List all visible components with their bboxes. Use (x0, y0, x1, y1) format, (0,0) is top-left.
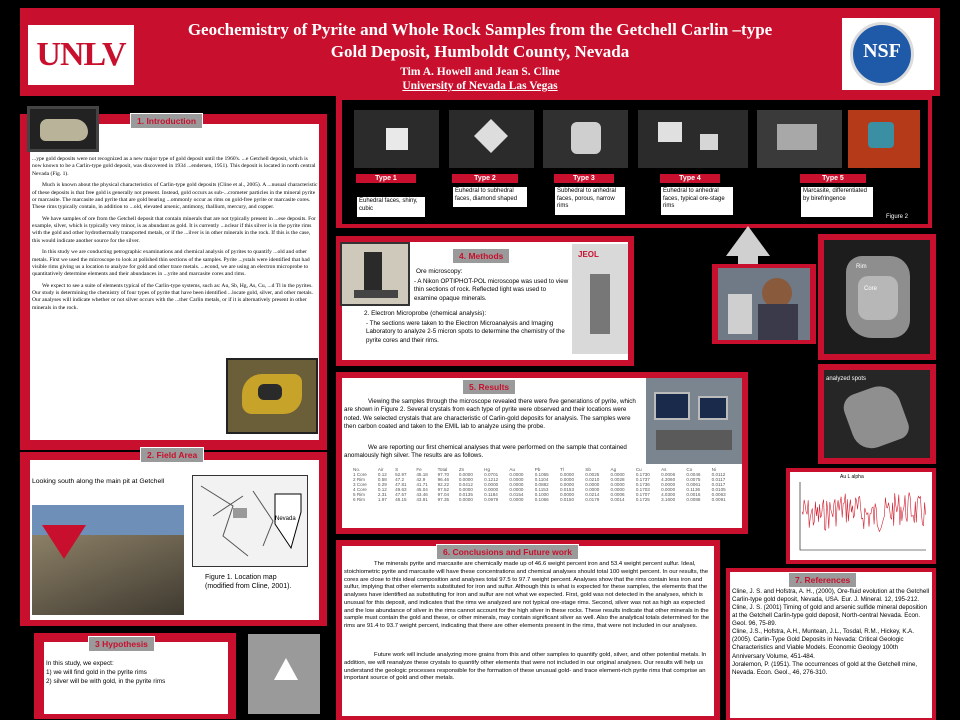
table-cell: 0.1136 (686, 487, 701, 492)
table-header-cell: Total (437, 467, 448, 472)
hypothesis-heading: 3 Hypothesis (88, 636, 155, 652)
table-cell: 0.0117 (711, 482, 726, 487)
table-cell: 0.0412 (458, 482, 473, 487)
up-arrow-icon (726, 226, 770, 256)
spectrum-trace (802, 492, 926, 531)
poster-title (120, 19, 840, 63)
table-cell: 0.0000 (559, 477, 575, 482)
microscope-photo (340, 242, 410, 306)
table-cell: 0.0000 (484, 482, 499, 487)
table-cell: 97.52 (437, 487, 450, 492)
spectrum-title: Au L alpha (840, 474, 864, 480)
nsf-logo (842, 18, 934, 90)
location-map (192, 475, 308, 567)
core-label: Core (864, 286, 878, 292)
table-cell: 0.0025 (585, 472, 600, 477)
table-cell: 0.1730 (635, 472, 650, 477)
table-header-cell: As (661, 467, 667, 472)
methods-ore-text: - A Nikon OPTIPHOT-POL microscope was used to view thin sections of rock. Reflected light was used to examine opaque minerals. (414, 278, 569, 302)
results-p2: We are reporting our first chemical analyses that were performed on the sample that contained anomalously high silver. The results are as follows. (344, 444, 627, 460)
references-heading: 7. References (788, 572, 857, 588)
spectrum-svg (790, 472, 932, 560)
unlv-logo (28, 25, 134, 85)
table-cell: 0.0061 (686, 482, 701, 487)
table-cell: 0.1725 (635, 497, 650, 502)
conclusions-heading: 6. Conclusions and Future work (436, 544, 579, 560)
table-cell: 0.1184 (484, 492, 498, 497)
table-cell: 0.0028 (610, 477, 625, 482)
type1-tag: Type 1 (356, 174, 416, 183)
pyrite-type2-photo (449, 110, 534, 168)
table-header-cell: Sb (585, 467, 591, 472)
table-cell: 47.57 (395, 492, 407, 497)
table-cell: 0.1703 (635, 487, 650, 492)
table-cell: 0.0006 (661, 472, 676, 477)
table-cell: 0.0112 (711, 472, 726, 477)
title-line-1: Geochemistry of Pyrite and Whole Rock Samples from the Getchell Carlin –type (187, 20, 773, 39)
title-line-2: Gold Deposit, Humboldt County, Nevada (330, 42, 630, 61)
table-cell: 0.0000 (509, 487, 524, 492)
person-microscope-photo (718, 268, 810, 340)
table-header-cell: Tl (559, 467, 564, 472)
table-cell: 0.0000 (559, 472, 575, 477)
table-cell: 2 Rim (353, 477, 365, 482)
intro-text (32, 156, 318, 362)
table-header-cell: S (395, 467, 399, 472)
table-row (352, 497, 736, 502)
table-cell: 0.12 (377, 472, 387, 477)
table-cell: 3.1600 (661, 497, 676, 502)
table-cell: 4.3060 (661, 477, 676, 482)
table-cell: 0.1065 (534, 472, 549, 477)
table-header-cell: Zn (458, 467, 465, 472)
table-cell: 0.0000 (610, 472, 625, 477)
table-cell: 0.0150 (559, 497, 575, 502)
table-cell: 97.35 (437, 497, 450, 502)
type4-desc: Euhedral to anhedral faces, typical ore-stage rims (660, 186, 734, 216)
location-map-svg (193, 476, 309, 568)
table-cell: 0.1104 (534, 477, 549, 482)
hypothesis-item-1: 1) we will find gold in the pyrite rims (46, 668, 147, 676)
figure2-label: Figure 2 (886, 214, 909, 220)
intro-p4: In this study we are conducting petrographic examinations and chemical analysis of pyrites to quantify ...old and other metals. First we used the microscope to look at polished thin sections of the samples. Pyrite ...ystals were identified that had visible rims giving us a location to analyze for gold and other trace metals. ...econd, we are using an electron microprobe to quantitatively determine elements and their abundances in ...yrite and marcasite cores and rims. (32, 249, 310, 278)
table-cell: 4 Core (353, 487, 367, 492)
methods-ore-label: Ore microscopy: (416, 268, 463, 275)
table-cell: 97.70 (437, 472, 450, 477)
map-label-nevada: Nevada (275, 516, 296, 522)
table-cell: 45.18 (416, 472, 428, 477)
table-cell: 3 Core (353, 482, 367, 487)
table-cell: 0.0179 (585, 497, 600, 502)
type1-desc: Euhedral faces, shiny, cubic (356, 196, 426, 218)
lab-computer-photo (646, 378, 742, 464)
table-cell: 1 Core (353, 472, 367, 477)
table-header-cell: Air (377, 467, 384, 472)
table-cell: 96.46 (437, 477, 450, 482)
table-cell: 0.0000 (458, 497, 473, 502)
rim-label: Rim (856, 264, 867, 270)
type5-desc: Marcasite, differentiated by birefringence (800, 186, 874, 218)
table-cell: 0.0979 (484, 497, 499, 502)
table-header-cell: Au (509, 467, 516, 472)
table-cell: 45.04 (416, 487, 428, 492)
table-cell: 0.0000 (458, 477, 473, 482)
table-cell: 0.0000 (509, 497, 524, 502)
table-cell: 0.0088 (686, 497, 701, 502)
table-cell: 0.0000 (509, 482, 524, 487)
table-cell: 0.0000 (585, 482, 600, 487)
conclusions-p2: Future work will include analyzing more grains from this and other samples to quantify gold, silver, and other potential metals. In addition, we will reanalyze these crystals to quantify other elements that were not included in our original analyses. Our results will help us understand the geologic processes responsible for the formation of these unusual gold- and trace element-rich pyrite rims that comprise an important source of gold and other metals. (344, 652, 707, 682)
type3-tag: Type 3 (554, 174, 614, 183)
table-cell: 0.0882 (534, 482, 549, 487)
table-cell: 0.0214 (585, 492, 600, 497)
table-cell: 0.0016 (686, 492, 701, 497)
intro-p2: Much is known about the physical characteristics of Carlin-type gold deposits (Cline et al., 2005). A ...nusual characteristic of these deposits is that free gold is generally not present. Instead, gold occurs as sub-...crometer particles in the mineral pyrite or marcasite. The marcasite and pyrite that are gold bearing ...ommonly occur as rims on gold-free pyrite or marcasite cores. These rims typically contain, in addition to ...old, elevated arsenic, antimony, thallium, mercury, and copper. (32, 182, 318, 211)
table-cell: 0.0000 (661, 482, 676, 487)
table-cell: 41.71 (416, 482, 428, 487)
table-cell: 0.0000 (610, 487, 625, 492)
table-cell: 0.0117 (711, 477, 726, 482)
table-cell: 97.04 (437, 492, 450, 497)
table-header-cell: Co (686, 467, 693, 472)
methods-probe-label: 2. Electron Microprobe (chemical analysis): (364, 310, 487, 317)
table-cell: 0.0000 (585, 487, 600, 492)
table-cell: 0.0000 (559, 492, 575, 497)
table-cell: 43.91 (416, 497, 428, 502)
table-cell: 0.1000 (534, 492, 549, 497)
table-cell: 0.0000 (458, 472, 473, 477)
authors: Tim A. Howell and Jean S. Cline (400, 66, 560, 78)
table-header-cell: Hg (484, 467, 490, 472)
reference-item: Cline, J. S. and Hofstra, A. H., (2000), Ore-fluid evolution at the Getchell Carlin-type gold deposit, Nevada, USA. Eur. J. Mineral. 12, 195-212. (732, 588, 930, 604)
reference-item: Joralemon, P. (1951). The occurrences of gold at the Getchell mine, Nevada. Econ. Geol., 46, 276-310. (732, 660, 918, 676)
table-cell: 6 Rim (353, 497, 365, 502)
table-cell: 0.1737 (635, 477, 650, 482)
methods-heading: 4. Methods (452, 248, 510, 264)
results-table (352, 467, 736, 502)
hypothesis-item-2: 2) silver will be with gold, in the pyrite rims (46, 677, 166, 685)
type2-desc: Euhedral to subhedral faces, diamond shaped (452, 186, 528, 208)
table-cell: 0.0091 (711, 497, 726, 502)
methods-probe-text: - The sections were taken to the Electron Microanalysis and Imaging Laboratory to analyze 2-5 micron spots to determine the chemistry of the pyrite cores and their rims. (366, 320, 565, 344)
table-cell: 0.0153 (559, 487, 575, 492)
spectrum-panel (790, 472, 932, 560)
university: University of Nevada Las Vegas (402, 80, 558, 92)
pyrite-type4-photo (638, 110, 748, 168)
microprobe-photo (572, 244, 628, 354)
type5-tag: Type 5 (800, 174, 866, 183)
results-heading: 5. Results (462, 379, 516, 395)
table-cell: 5 Rim (353, 492, 365, 497)
intro-p3: We have samples of ore from the Getchell deposit that contain minerals that are not typically present in ...ese deposits. For example, silver, which is typically very minor, is as abundant as gold. It is currently ...nclear if this silver is in the pyrite rims with the gold and other hydrothermally transported metals, or if the ...ilver is in other minerals in the rock. If this is the case, this would indicate another source for the silver. (32, 215, 316, 244)
nsf-logo-text: NSF (863, 40, 901, 62)
table-cell: 47.81 (395, 482, 407, 487)
hypothesis-text (46, 660, 226, 687)
type4-tag: Type 4 (660, 174, 720, 183)
table-cell: 0.0000 (509, 472, 524, 477)
table-cell: 0.0210 (585, 477, 600, 482)
table-cell: 49.63 (395, 487, 407, 492)
type3-desc: Subhedral to anhedral faces, porous, narrow rims (554, 186, 626, 216)
table-header-cell: Pb (534, 467, 541, 472)
table-cell: 52.97 (395, 472, 407, 477)
pyrite-type3-photo (543, 110, 628, 168)
getchell-pit-photo (32, 505, 184, 615)
reference-item: Cline, J.S., Hofstra, A.H., Muntean, J.L., Tosdal, R.M., Hickey, K.A. (2005). Carlin-Type Gold Deposits in Nevada: Critical Geologic Characteristics and Viable Models. Economic Geology 100th Anniversary Volume, 451-484. (732, 628, 915, 660)
table-cell: 0.0000 (661, 487, 676, 492)
intro-heading: 1. Introduction (130, 113, 203, 129)
table-cell: 0.1707 (635, 492, 650, 497)
results-p1: Viewing the samples through the microscope revealed there were five generations of pyrite, which are shown in Figure 2. Several crystals from each type of pyrite were observed and their locations were noted. We selected crystals that are characteristic of Carlin-gold deposits for analysis. The samples were then carbon coated and taken to the EMIL lab to analyze using the probe. (344, 398, 636, 431)
spots-label: analyzed spots (826, 376, 867, 382)
table-cell: 0.1066 (534, 497, 549, 502)
table-cell: 0.0135 (458, 492, 473, 497)
pyrite-type5a-photo (757, 110, 842, 168)
jeol-label: JEOL (578, 250, 599, 259)
table-cell: 0.0000 (458, 487, 473, 492)
references-list (732, 588, 930, 677)
table-cell: 0.1153 (534, 487, 549, 492)
table-cell: 0.58 (377, 477, 387, 482)
table-cell: 0.0000 (509, 477, 524, 482)
table-cell: 0.1212 (484, 477, 499, 482)
hypothesis-intro: In this study, we expect: (46, 660, 114, 667)
figure1-caption: Figure 1. Location map (modified from Cline, 2001). (205, 574, 292, 590)
conclusions-p1: The minerals pyrite and marcasite are chemically made up of 46.6 weight percent iron and 53.4 weight percent sulfur. Ideal, stoichiometric pyrite and marcasite will have these concentrations and chemical analyses should total 100 weight percent. In our results, the cores are close to this ideal composition and analyses total 97.5 to 97.7 weight percent. Analyses show that the rims contain less iron and sulfur, implying that other elements substituted for iron and sulfur. Although this is what is expected for these samples, the elements that the analyses have identified as substituting for iron and sulfur are not what we expected. First, gold was not detected in the analyses, which is unusual for this deposit, and indicates that the rims we analyzed are not typical ore-stage rims. Second, silver was not as high as expected and the low abundance of silver in the rims cannot account for the high silver in these rocks. These results indicate that other minerals in the sample must contain the gold and these, or other minerals, may contain significant silver as well. Also the analytical totals determined for the rims are 91.4 to 93.7 weight percent, indicating that there are other elements present in the rims, that were not included in our analyses. (344, 561, 710, 630)
intro-p5: We expect to see a suite of elements typical of the Carlin-type systems, such as: Au, Sb, Hg, As, Cu, ...d Tl in the pyrites. Our study is determining the chemistry of four types of pyrite that have been identified ...locate gold, silver, and other metals. Our analyses will indicate whether or not silver occurs with the ...ther Carlin metals, or if it is alternatively present in other minerals in the rock. (32, 282, 313, 311)
table-cell: 0.12 (377, 487, 387, 492)
table-cell: 0.0063 (711, 492, 726, 497)
table-cell: 0.0154 (509, 492, 524, 497)
table-header-cell: Cu (635, 467, 642, 472)
table-cell: 2.31 (377, 492, 387, 497)
table-cell: 42.9 (416, 477, 426, 482)
table-cell: 0.29 (377, 482, 387, 487)
pyrite-type1-photo (354, 110, 439, 168)
table-cell: 1.97 (377, 497, 387, 502)
reference-item: Cline, J. S. (2001) Timing of gold and arsenic sulfide mineral deposition at the Getchell Carlin-type gold deposit, North-central Nevada. Econ. Geol. 96, 75-89. (732, 604, 928, 628)
pyrite-type5b-photo (848, 110, 920, 168)
table-cell: 0.0000 (559, 482, 575, 487)
table-cell: 48.15 (395, 497, 407, 502)
red-arrow-icon (42, 525, 86, 559)
field-heading: 2. Field Area (140, 447, 204, 463)
table-cell: 0.0075 (686, 477, 701, 482)
unlv-logo-text: UNLV (36, 36, 126, 73)
table-header-cell: Ag (610, 467, 617, 472)
table-header-cell: Fe (416, 467, 422, 472)
table-cell: 0.0046 (686, 472, 701, 477)
field-caption: Looking south along the main pit at Getchell (32, 478, 165, 485)
table-cell: 0.0006 (610, 492, 625, 497)
table-cell: 4.0300 (661, 492, 676, 497)
table-cell: 0.0701 (484, 472, 499, 477)
type2-tag: Type 2 (452, 174, 518, 183)
table-cell: 0.0105 (711, 487, 726, 492)
table-cell: 0.0000 (484, 487, 499, 492)
table-cell: 0.1736 (635, 482, 650, 487)
sem-core-rim-image (824, 240, 930, 354)
pyrite-crystal-photo (248, 634, 320, 714)
table-cell: 47.2 (395, 477, 405, 482)
sem-analyzed-spots-image (824, 370, 930, 458)
table-cell: 0.0000 (610, 482, 625, 487)
table-header-cell: Ni (711, 467, 716, 472)
table-cell: 0.0014 (610, 497, 625, 502)
table-cell: 43.46 (416, 492, 428, 497)
ore-sample-photo (226, 358, 318, 434)
table-cell: 92.22 (437, 482, 450, 487)
table-header-cell: No. (353, 467, 361, 472)
intro-rock-photo (27, 106, 99, 152)
intro-p1: ...ype gold deposits were not recognized as a new major type of gold deposit until the 1960's. ...e Getchell deposit, which is now known to be a Carlin-type gold deposit, was discovered in 1934 ...endersen, 1951). This deposit is located in north central Nevada (Fig. 1). (32, 156, 316, 177)
